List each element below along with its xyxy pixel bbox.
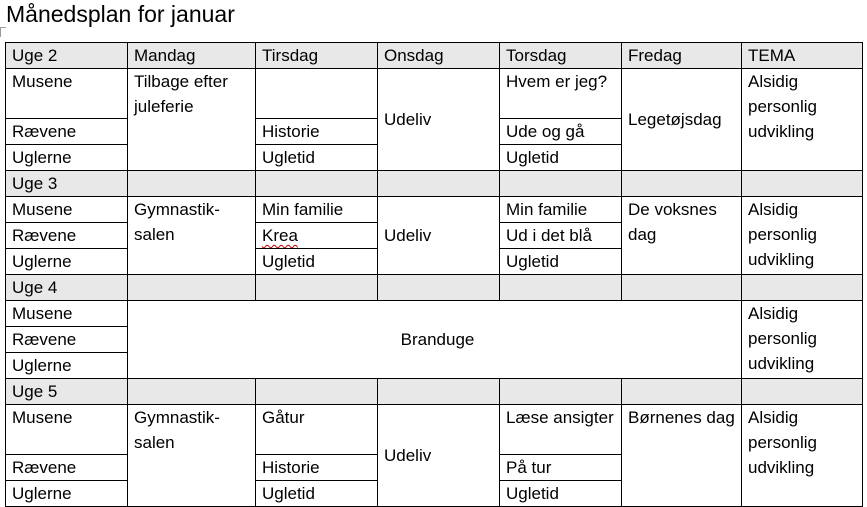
group-musene: Musene	[6, 405, 128, 455]
friday-activity: Børnenes dag	[622, 405, 742, 507]
day-header-friday: Fredag	[622, 43, 742, 69]
day-header-wednesday: Onsdag	[378, 43, 500, 69]
tuesday-uglerne: Ugletid	[256, 481, 378, 507]
theme-cell: Alsidig personlig udvikling	[742, 301, 863, 379]
week-label: Uge 5	[6, 379, 128, 405]
thursday-raevene: Ude og gå	[500, 119, 622, 145]
group-raevene: Rævene	[6, 223, 128, 249]
group-musene: Musene	[6, 69, 128, 119]
table-row	[6, 197, 863, 223]
week-header-row	[6, 275, 863, 301]
table-row	[6, 405, 863, 455]
table-row	[6, 69, 863, 119]
theme-cell: Alsidig personlig udvikling	[742, 197, 863, 275]
week-header-row	[6, 171, 863, 197]
thursday-musene: Læse ansigter	[500, 405, 622, 455]
group-uglerne: Uglerne	[6, 481, 128, 507]
tuesday-raevene: Krea	[262, 226, 298, 245]
tuesday-raevene: Historie	[256, 119, 378, 145]
tuesday-raevene: Historie	[256, 455, 378, 481]
group-raevene: Rævene	[6, 327, 128, 353]
week-header-row	[6, 379, 863, 405]
group-musene: Musene	[6, 301, 128, 327]
tuesday-musene: Min familie	[256, 197, 378, 223]
tuesday-uglerne: Ugletid	[256, 145, 378, 171]
theme-header: TEMA	[742, 43, 863, 69]
wednesday-activity: Udeliv	[378, 405, 500, 507]
group-uglerne: Uglerne	[6, 353, 128, 379]
wednesday-activity: Udeliv	[378, 197, 500, 275]
thursday-raevene: På tur	[500, 455, 622, 481]
month-plan-table	[5, 42, 863, 507]
monday-activity: Gymnastik-salen	[128, 405, 256, 507]
group-raevene: Rævene	[6, 455, 128, 481]
theme-cell: Alsidig personlig udvikling	[742, 405, 863, 507]
tuesday-musene: Gåtur	[256, 405, 378, 455]
thursday-musene: Hvem er jeg?	[500, 69, 622, 119]
day-header-thursday: Torsdag	[500, 43, 622, 69]
page-title: Månedsplan for januar	[6, 1, 235, 27]
theme-cell: Alsidig personlig udvikling	[742, 69, 863, 171]
wednesday-activity: Udeliv	[378, 69, 500, 171]
tuesday-musene	[256, 69, 378, 119]
week-label: Uge 3	[6, 171, 128, 197]
monday-activity: Gymnastik-salen	[128, 197, 256, 275]
thursday-uglerne: Ugletid	[500, 249, 622, 275]
group-uglerne: Uglerne	[6, 145, 128, 171]
thursday-uglerne: Ugletid	[500, 145, 622, 171]
tuesday-uglerne: Ugletid	[256, 249, 378, 275]
group-uglerne: Uglerne	[6, 249, 128, 275]
friday-activity: De voksnes dag	[622, 197, 742, 275]
thursday-raevene: Ud i det blå	[500, 223, 622, 249]
day-header-monday: Mandag	[128, 43, 256, 69]
table-move-handle[interactable]	[0, 27, 6, 37]
day-header-tuesday: Tirsdag	[256, 43, 378, 69]
thursday-musene: Min familie	[500, 197, 622, 223]
merged-week-activity: Branduge	[128, 301, 742, 379]
table-row	[6, 301, 863, 327]
group-musene: Musene	[6, 197, 128, 223]
week-label: Uge 4	[6, 275, 128, 301]
monday-activity: Tilbage efter juleferie	[128, 69, 256, 171]
group-raevene: Rævene	[6, 119, 128, 145]
thursday-uglerne: Ugletid	[500, 481, 622, 507]
week-label: Uge 2	[6, 43, 128, 69]
week-header-row	[6, 43, 863, 69]
friday-activity: Legetøjsdag	[622, 69, 742, 171]
